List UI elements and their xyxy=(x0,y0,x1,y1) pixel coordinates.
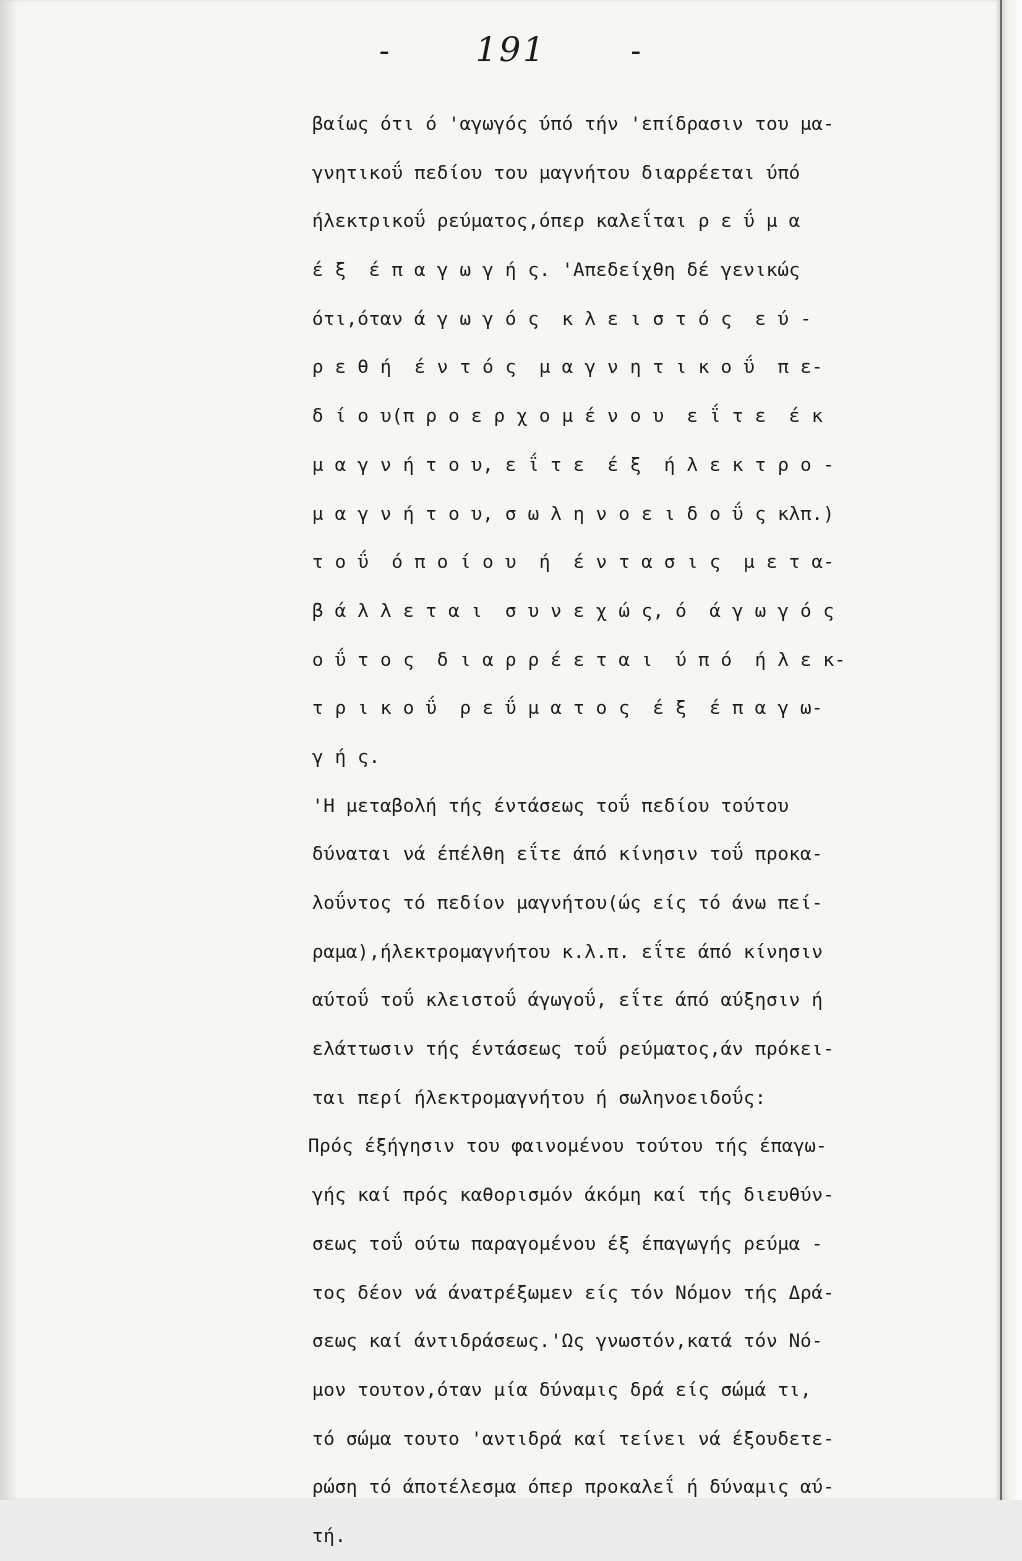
text-line: σεως καί άντιδράσεως.'Ως γνωστόν,κατά τόν Νό- xyxy=(312,1330,823,1353)
text-line: ρ ε θ ή έ ν τ ό ς μ α γ ν η τ ι κ ο ΰ π ε- xyxy=(312,356,823,379)
text-line: γής καί πρός καθορισμόν άκόμη καί τής διευθύν- xyxy=(312,1184,835,1207)
text-line: Πρός έξήγησιν του φαινομένου τούτου τής έπαγω- xyxy=(308,1135,828,1158)
text-line: τό σώμα τουτο 'αντιδρά καί τείνει νά έξουδετε- xyxy=(312,1427,835,1450)
page-number xyxy=(0,30,1022,70)
text-line: ρώση τό άποτέλεσμα όπερ προκαλεΐ ή δύναμις αύ- xyxy=(312,1476,835,1499)
text-line: ο ΰ τ ο ς δ ι α ρ ρ έ ε τ α ι ύ π ό ή λ ε κ- xyxy=(312,648,846,671)
binding-shadow xyxy=(0,0,18,1500)
text-line: τ ο ΰ ό π ο ί ο υ ή έ ν τ α σ ι ς μ ε τ α- xyxy=(312,551,835,574)
text-line: τος δέον νά άνατρέξωμεν είς τόν Νόμον τής Δρά- xyxy=(312,1281,835,1304)
text-line: ται περί ήλεκτρομαγνήτου ή σωληνοειδοΰς: xyxy=(312,1086,767,1109)
text-line: αύτοΰ τοΰ κλειστοΰ άγωγοΰ, εΐτε άπό αύξησιν ή xyxy=(312,989,823,1012)
body-text xyxy=(308,100,972,1561)
text-line: μ α γ ν ή τ ο υ, σ ω λ η ν ο ε ι δ ο ΰ ς κλπ.) xyxy=(312,502,835,525)
text-line: σεως τοΰ ούτω παραγομένου έξ έπαγωγής ρεύμα - xyxy=(312,1232,823,1255)
text-line: τ ρ ι κ ο ΰ ρ ε ΰ μ α τ ο ς έ ξ έ π α γ ω- xyxy=(312,697,823,720)
text-line: ραμα),ήλεκτρομαγνήτου κ.λ.π. εΐτε άπό κίνησιν xyxy=(312,940,823,963)
text-line: γνητικοΰ πεδίου του μαγνήτου διαρρέεται ύπό xyxy=(312,161,801,184)
page-edge xyxy=(1000,0,1022,1500)
text-line: β ά λ λ ε τ α ι σ υ ν ε χ ώ ς, ό ά γ ω γ ό ς xyxy=(312,599,835,622)
text-line: ότι,όταν ά γ ω γ ό ς κ λ ε ι σ τ ό ς ε ύ - xyxy=(312,307,812,330)
text-line: ήλεκτρικοΰ ρεύματος,όπερ καλεΐται ρ ε ΰ μ α xyxy=(312,210,801,233)
page-number-dash-right: - xyxy=(626,34,647,69)
text-line: έ ξ έ π α γ ω γ ή ς. 'Απεδείχθη δέ γενικώς xyxy=(312,259,801,282)
text-line: 'Η μεταβολή τής έντάσεως τοΰ πεδίου τούτου xyxy=(312,794,789,817)
text-line: δύναται νά έπέλθη εΐτε άπό κίνησιν τοΰ προκα- xyxy=(312,843,823,866)
text-line: μον τουτον,όταν μία δύναμις δρά είς σώμά τι, xyxy=(312,1378,812,1401)
text-line: τή. xyxy=(312,1524,347,1547)
page-number-value: 191 xyxy=(475,30,547,70)
text-line: δ ί ο υ(π ρ ο ε ρ χ ο μ έ ν ο υ ε ΐ τ ε έ κ xyxy=(312,405,823,428)
text-line: μ α γ ν ή τ ο υ, ε ΐ τ ε έ ξ ή λ ε κ τ ρ ο - xyxy=(312,453,835,476)
page-number-dash-left: - xyxy=(375,34,396,69)
text-line: γ ή ς. xyxy=(312,745,381,768)
text-line: βαίως ότι ό 'αγωγός ύπό τήν 'επίδρασιν του μα- xyxy=(312,113,835,135)
text-line: λοΰντος τό πεδίον μαγνήτου(ώς είς τό άνω πεί- xyxy=(312,892,823,914)
text-line: ελάττωσιν τής έντάσεως τοΰ ρεύματος,άν πρόκει- xyxy=(312,1038,835,1061)
